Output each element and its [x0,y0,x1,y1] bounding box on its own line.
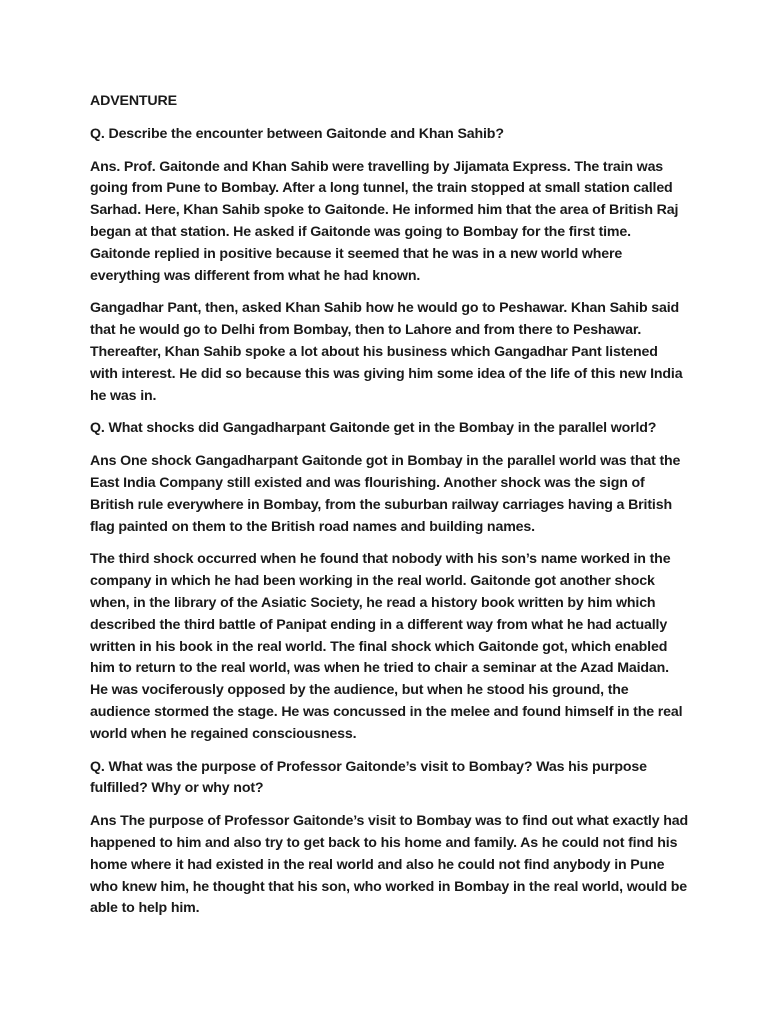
answer-3-paragraph-1: Ans The purpose of Professor Gaitonde’s visit to Bombay was to find out what exactly had happened to him and also try to get back to his home and family. As he could not find his home where it had existed in the real world and also he could not find anybody in Pune who knew him, he thought that his son, who worked in Bombay in the real world, would be able to help him. [90,813,689,917]
question-2: Q. What shocks did Gangadharpant Gaitonde get in the Bombay in the parallel world? [90,420,657,437]
document-page [90,91,688,931]
question-1: Q. Describe the encounter between Gaitonde and Khan Sahib? [90,125,504,142]
answer-1-paragraph-2: Gangadhar Pant, then, asked Khan Sahib how he would go to Peshawar. Khan Sahib said that he would go to Delhi from Bombay, then to Lahore and from there to Peshawar. Thereafter, Khan Sahib spoke a lot about his business which Gangadhar Pant listened with interest. He did so because this was giving him some idea of the life of this new India he was in. [90,300,683,404]
answer-2-paragraph-1: Ans One shock Gangadharpant Gaitonde got in Bombay in the parallel world was that the East India Company still existed and was flourishing. Another shock was the sign of British rule everywhere in Bombay, from the suburban railway carriages having a British flag painted on them to the British road names and building names. [90,453,681,535]
answer-1-paragraph-1: Ans. Prof. Gaitonde and Khan Sahib were travelling by Jijamata Express. The train was going from Pune to Bombay. After a long tunnel, the train stopped at small station called Sarhad. Here, Khan Sahib spoke to Gaitonde. He informed him that the area of British Raj began at that station. He asked if Gaitonde was going to Bombay for the first time. Gaitonde replied in positive because it seemed that he was in a new world where everything was different from what he had known. [90,158,679,284]
question-3: Q. What was the purpose of Professor Gaitonde’s visit to Bombay? Was his purpose fulfilled? Why or why not? [90,758,647,797]
document-heading: ADVENTURE [90,93,177,109]
answer-2-paragraph-2: The third shock occurred when he found that nobody with his son’s name worked in the company in which he had been working in the real world. Gaitonde got another shock when, in the library of the Asiatic Society, he read a history book written by him which described the third battle of Panipat ending in a different way from what he had actually written in his book in the real world. The final shock which Gaitonde got, which enabled him to return to the real world, was when he tried to chair a seminar at the Azad Maidan. He was vociferously opposed by the audience, but when he stood his ground, the audience stormed the stage. He was concussed in the melee and found himself in the real world when he regained consciousness. [90,551,683,742]
